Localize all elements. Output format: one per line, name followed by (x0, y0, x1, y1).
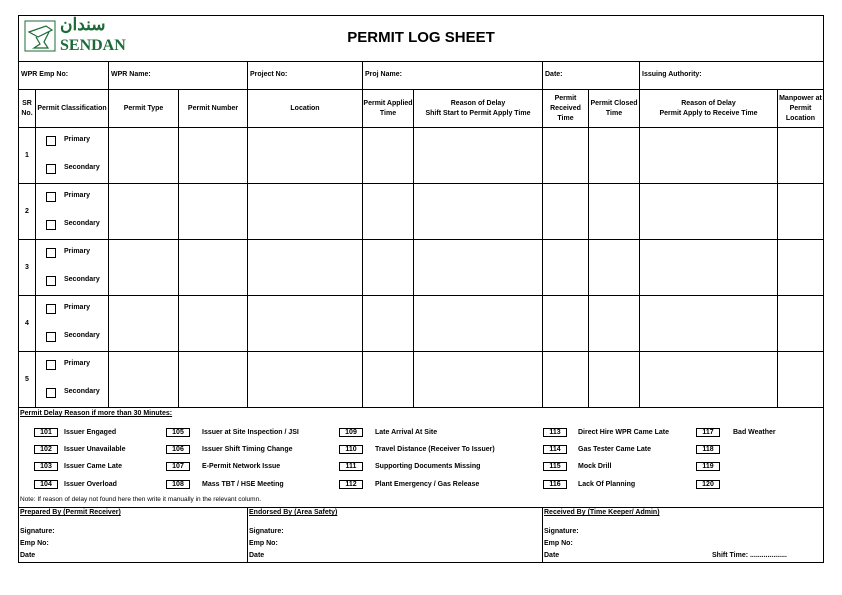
reason-text: Issuer Unavailable (64, 446, 126, 453)
column-header: Permit Type (108, 89, 179, 128)
reason-code: 115 (543, 462, 567, 471)
column-header: SR No. (18, 89, 36, 128)
table-cell[interactable] (542, 295, 589, 352)
table-cell[interactable] (639, 295, 778, 352)
column-header: Permit Classification (35, 89, 109, 128)
table-cell[interactable] (247, 127, 363, 184)
column-header: Permit Number (178, 89, 248, 128)
table-cell[interactable] (588, 183, 640, 240)
table-cell[interactable] (362, 239, 414, 296)
reason-text: Plant Emergency / Gas Release (375, 481, 480, 488)
secondary-label: Secondary (64, 276, 100, 283)
legend-title: Permit Delay Reason if more than 30 Minutes: (20, 410, 173, 417)
table-cell[interactable] (777, 127, 824, 184)
primary-label: Primary (64, 304, 91, 311)
legend-note: Note: If reason of delay not found here then write it manually in the relevant column. (20, 496, 261, 503)
secondary-checkbox[interactable] (46, 332, 56, 342)
reason-code: 116 (543, 480, 567, 489)
column-header: Permit Applied Time (362, 89, 414, 128)
secondary-label: Secondary (64, 220, 100, 227)
signature-block-title: Received By (Time Keeper/ Admin) (544, 509, 660, 516)
info-label: Project No: (250, 71, 288, 78)
reason-code: 107 (166, 462, 190, 471)
sr-cell: 1 (18, 127, 36, 184)
info-field-2[interactable] (247, 61, 363, 90)
logo-name: SENDAN (60, 37, 126, 54)
secondary-label: Secondary (64, 332, 100, 339)
table-cell[interactable] (362, 295, 414, 352)
table-cell[interactable] (413, 295, 543, 352)
reason-text: Gas Tester Came Late (578, 446, 652, 453)
primary-label: Primary (64, 360, 91, 367)
table-cell[interactable] (178, 295, 248, 352)
reason-text: Issuer at Site Inspection / JSI (202, 429, 299, 436)
page-title: PERMIT LOG SHEET (347, 29, 495, 46)
reason-code: 114 (543, 445, 567, 454)
table-cell[interactable] (247, 295, 363, 352)
reason-code: 111 (339, 462, 363, 471)
delay-legend (18, 407, 824, 508)
info-label: WPR Emp No: (21, 71, 69, 78)
table-cell[interactable] (588, 351, 640, 408)
primary-checkbox[interactable] (46, 248, 56, 258)
emp-no-label: Emp No: (249, 540, 278, 547)
signature-block-title: Prepared By (Permit Receiver) (20, 509, 121, 516)
primary-checkbox[interactable] (46, 192, 56, 202)
column-header: Permit Closed Time (588, 89, 640, 128)
signature-block-title: Endorsed By (Area Safety) (249, 509, 338, 516)
reason-code: 112 (339, 480, 363, 489)
logo-arabic: سندان (60, 15, 106, 34)
reason-code: 102 (34, 445, 58, 454)
secondary-checkbox[interactable] (46, 276, 56, 286)
reason-code: 118 (696, 445, 720, 454)
column-header: Location (247, 89, 363, 128)
reason-text: Mass TBT / HSE Meeting (202, 481, 284, 488)
reason-text: E-Permit Network Issue (202, 463, 281, 470)
table-cell[interactable] (362, 127, 414, 184)
signature-label: Signature: (20, 528, 55, 535)
emp-no-label: Emp No: (544, 540, 573, 547)
reason-code: 108 (166, 480, 190, 489)
reason-text: Mock Drill (578, 463, 612, 470)
table-cell[interactable] (247, 183, 363, 240)
table-cell[interactable] (362, 183, 414, 240)
reason-code: 104 (34, 480, 58, 489)
table-cell[interactable] (639, 351, 778, 408)
reason-text: Issuer Engaged (64, 429, 117, 436)
reason-code: 120 (696, 480, 720, 489)
reason-text: Supporting Documents Missing (375, 463, 481, 470)
column-header: Reason of Delay Permit Apply to Receive Time (639, 89, 778, 128)
info-field-3[interactable] (362, 61, 543, 90)
table-cell[interactable] (108, 295, 179, 352)
reason-text: Issuer Shift Timing Change (202, 446, 293, 453)
table-cell[interactable] (542, 351, 589, 408)
reason-text: Late Arrival At Site (375, 429, 438, 436)
info-field-0[interactable] (18, 61, 109, 90)
table-cell[interactable] (588, 127, 640, 184)
info-label: Proj Name: (365, 71, 402, 78)
reason-code: 117 (696, 428, 720, 437)
date-label: Date (249, 552, 265, 559)
column-header: Reason of Delay Shift Start to Permit Apply Time (413, 89, 543, 128)
table-cell[interactable] (178, 351, 248, 408)
sr-cell: 3 (18, 239, 36, 296)
table-cell[interactable] (178, 239, 248, 296)
primary-checkbox[interactable] (46, 304, 56, 314)
reason-text: Direct Hire WPR Came Late (578, 429, 670, 436)
table-cell[interactable] (542, 239, 589, 296)
reason-code: 109 (339, 428, 363, 437)
table-cell[interactable] (542, 183, 589, 240)
secondary-checkbox[interactable] (46, 388, 56, 398)
table-cell[interactable] (362, 351, 414, 408)
secondary-label: Secondary (64, 164, 100, 171)
reason-code: 119 (696, 462, 720, 471)
date-label: Date (544, 552, 560, 559)
primary-label: Primary (64, 248, 91, 255)
signature-label: Signature: (544, 528, 579, 535)
info-field-5[interactable] (639, 61, 824, 90)
table-cell[interactable] (777, 295, 824, 352)
table-cell[interactable] (588, 239, 640, 296)
secondary-checkbox[interactable] (46, 220, 56, 230)
table-cell[interactable] (542, 127, 589, 184)
sr-cell: 2 (18, 183, 36, 240)
table-cell[interactable] (413, 239, 543, 296)
table-cell[interactable] (777, 239, 824, 296)
table-cell[interactable] (108, 351, 179, 408)
primary-checkbox[interactable] (46, 360, 56, 370)
primary-label: Primary (64, 136, 91, 143)
table-cell[interactable] (413, 127, 543, 184)
reason-text: Issuer Overload (64, 481, 117, 488)
primary-label: Primary (64, 192, 91, 199)
table-cell[interactable] (413, 183, 543, 240)
reason-code: 103 (34, 462, 58, 471)
emp-no-label: Emp No: (20, 540, 49, 547)
table-cell[interactable] (639, 127, 778, 184)
sr-cell: 4 (18, 295, 36, 352)
table-cell[interactable] (108, 239, 179, 296)
table-cell[interactable] (108, 127, 179, 184)
table-cell[interactable] (413, 351, 543, 408)
info-label: WPR Name: (111, 71, 151, 78)
column-header: Manpower at Permit Location (777, 89, 824, 128)
table-cell[interactable] (178, 183, 248, 240)
reason-text: Travel Distance (Receiver To Issuer) (375, 446, 495, 453)
table-cell[interactable] (639, 239, 778, 296)
info-label: Issuing Authority: (642, 71, 702, 78)
reason-code: 106 (166, 445, 190, 454)
table-cell[interactable] (588, 295, 640, 352)
shift-time-label: Shift Time: ................... (712, 552, 787, 559)
reason-text: Bad Weather (733, 429, 776, 436)
reason-code: 105 (166, 428, 190, 437)
table-cell[interactable] (108, 183, 179, 240)
table-cell[interactable] (247, 351, 363, 408)
signature-label: Signature: (249, 528, 284, 535)
reason-code: 110 (339, 445, 363, 454)
column-header: Permit Received Time (542, 89, 589, 128)
reason-code: 113 (543, 428, 567, 437)
secondary-label: Secondary (64, 388, 100, 395)
table-cell[interactable] (777, 351, 824, 408)
sr-cell: 5 (18, 351, 36, 408)
info-field-4[interactable] (542, 61, 640, 90)
info-label: Date: (545, 71, 563, 78)
reason-text: Lack Of Planning (578, 481, 636, 488)
date-label: Date (20, 552, 36, 559)
reason-text: Issuer Came Late (64, 463, 122, 470)
primary-checkbox[interactable] (46, 136, 56, 146)
table-cell[interactable] (639, 183, 778, 240)
reason-code: 101 (34, 428, 58, 437)
table-cell[interactable] (178, 127, 248, 184)
info-field-1[interactable] (108, 61, 248, 90)
table-cell[interactable] (777, 183, 824, 240)
table-cell[interactable] (247, 239, 363, 296)
secondary-checkbox[interactable] (46, 164, 56, 174)
